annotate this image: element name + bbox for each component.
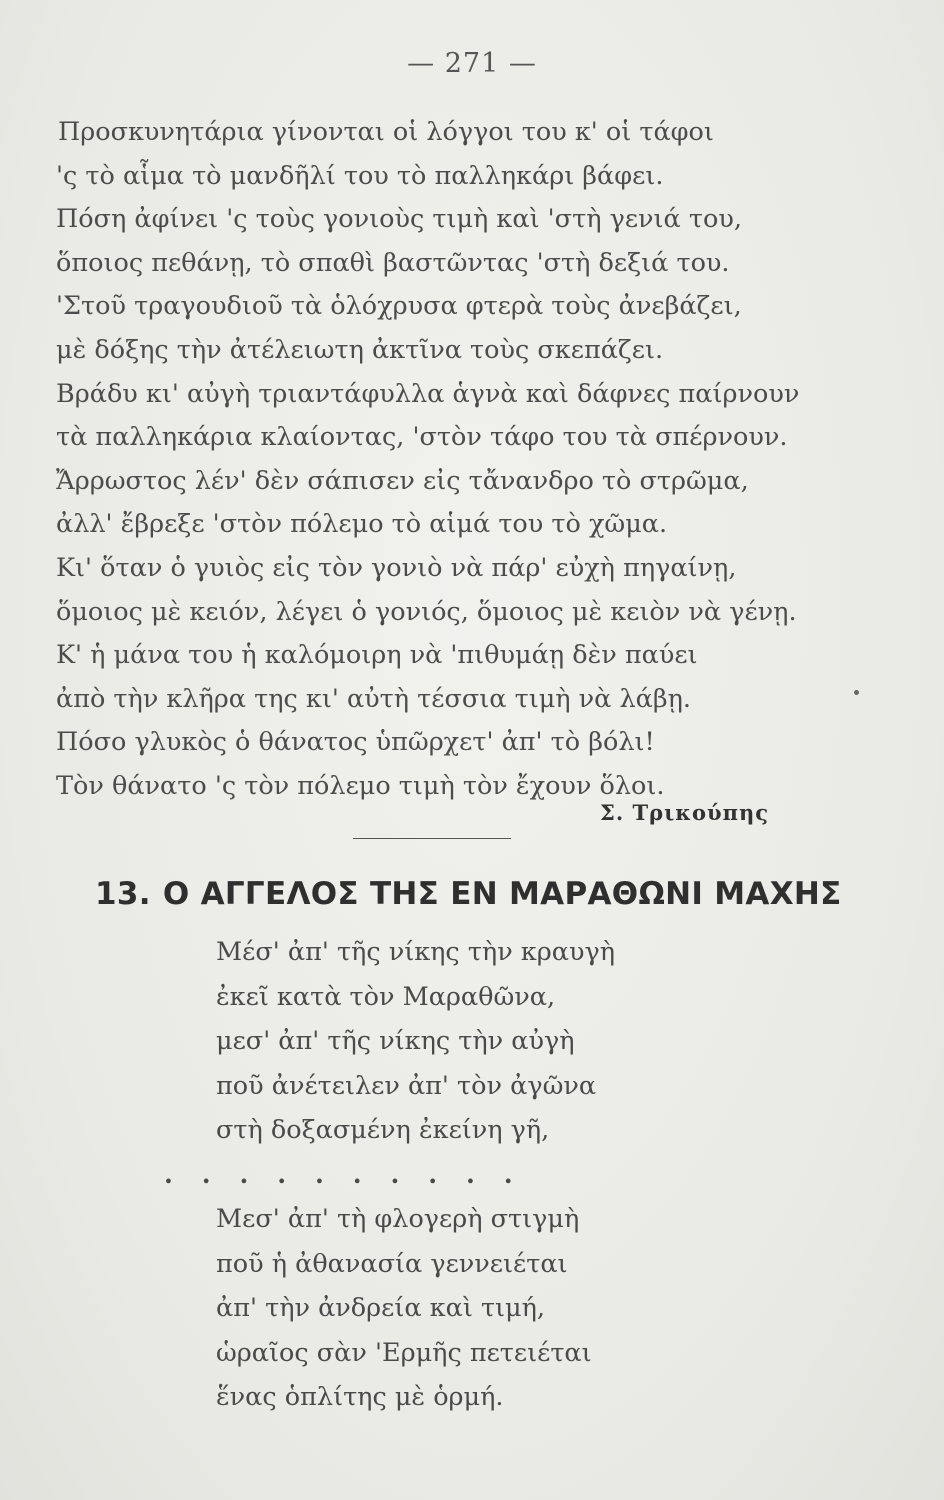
verse-line: 'Στοῦ τραγουδιοῦ τὰ ὁλόχρυσα φτερὰ τοὺς ἀνεβάζει, bbox=[56, 291, 742, 322]
verse-line: ἀπὸ τὴν κλῆρα της κι' αὐτὴ τέσσια τιμὴ νὰ λάβῃ. bbox=[56, 683, 692, 714]
verse-line: Τὸν θάνατο 'ς τὸν πόλεμο τιμὴ τὸν ἔχουν ὅλοι. bbox=[56, 770, 665, 801]
margin-dot bbox=[854, 690, 859, 695]
section-number: 13. bbox=[95, 876, 151, 912]
ellipsis-line: . . . . . . . . . . bbox=[164, 1159, 523, 1190]
verse-line: ὅμοιος μὲ κειόν, λέγει ὁ γονιός, ὅμοιος μὲ κειὸν νὰ γένῃ. bbox=[56, 596, 797, 627]
verse-line: ποῦ ἀνέτειλεν ἀπ' τὸν ἀγῶνα bbox=[216, 1070, 597, 1101]
section-divider bbox=[353, 838, 511, 839]
verse-line: Προσκυνητάρια γίνονται οἱ λόγγοι του κ' οἱ τάφοι bbox=[58, 117, 714, 147]
verse-line: τὰ παλληκάρια κλαίοντας, 'στὸν τάφο του τὰ σπέρνουν. bbox=[56, 422, 788, 453]
verse-line: ἀλλ' ἔβρεξε 'στὸν πόλεμο τὸ αἱμά του τὸ χῶμα. bbox=[56, 509, 668, 540]
section-title: Ο ΑΓΓΕΛΟΣ ΤΗΣ ΕΝ ΜΑΡΑΘΩΝΙ ΜΑΧΗΣ bbox=[162, 876, 842, 912]
verse-line: μεσ' ἀπ' τῆς νίκης τὴν αὐγὴ bbox=[216, 1026, 575, 1056]
verse-line: Μέσ' ἀπ' τῆς νίκης τὴν κραυγὴ bbox=[216, 937, 615, 967]
verse-line: ἕνας ὁπλίτης μὲ ὁρμή. bbox=[216, 1382, 504, 1412]
verse-line: ἀπ' τὴν ἀνδρεία καὶ τιμή, bbox=[216, 1293, 546, 1323]
verse-line: Πόσο γλυκὸς ὁ θάνατος ὑπῶρχετ' ἀπ' τὸ βόλι! bbox=[56, 727, 655, 758]
verse-line: μὲ δόξης τὴν ἀτέλειωτη ἀκτῖνα τοὺς σκεπάζει. bbox=[56, 334, 664, 365]
verse-line: Πόση ἀφίνει 'ς τοὺς γονιοὺς τιμὴ καὶ 'στὴ γενιά του, bbox=[56, 204, 742, 235]
verse-line: Βράδυ κι' αὐγὴ τριαντάφυλλα ἁγνὰ καὶ δάφνες παίρνουν bbox=[56, 378, 800, 409]
verse-line: Ἄρρωστος λέν' δὲν σάπισεν εἰς τἄνανδρο τὸ στρῶμα, bbox=[56, 465, 749, 496]
verse-line: 'ς τὸ αἷμα τὸ μανδῆλί του τὸ παλληκάρι βάφει. bbox=[56, 160, 664, 191]
verse-line: Μεσ' ἀπ' τὴ φλογερὴ στιγμὴ bbox=[216, 1204, 580, 1234]
section-heading bbox=[95, 876, 855, 912]
verse-line: ποῦ ἡ ἀθανασία γεννειέται bbox=[216, 1248, 568, 1279]
verse-line: ὡραῖος σὰν 'Ερμῆς πετειέται bbox=[216, 1337, 592, 1368]
author-signature: Σ. Τρικούπης bbox=[600, 800, 769, 825]
verse-line: ἐκεῖ κατὰ τὸν Μαραθῶνα, bbox=[216, 981, 556, 1012]
verse-line: στὴ δοξασμένη ἐκείνη γῆ, bbox=[216, 1115, 550, 1145]
poem2-verses bbox=[164, 930, 816, 1420]
poem-verses bbox=[56, 111, 800, 809]
verse-line: Κι' ὅταν ὁ γυιὸς εἰς τὸν γονιὸ νὰ πάρ' εὐχὴ πηγαίνῃ, bbox=[56, 552, 737, 583]
verse-line: ὅποιος πεθάνῃ, τὸ σπαθὶ βαστῶντας 'στὴ δεξιά του. bbox=[56, 247, 730, 278]
verse-line: Κ' ἡ μάνα του ἡ καλόμοιρη νὰ 'πιθυμάῃ δὲν παύει bbox=[56, 640, 698, 671]
page-number: — 271 — bbox=[407, 48, 537, 79]
